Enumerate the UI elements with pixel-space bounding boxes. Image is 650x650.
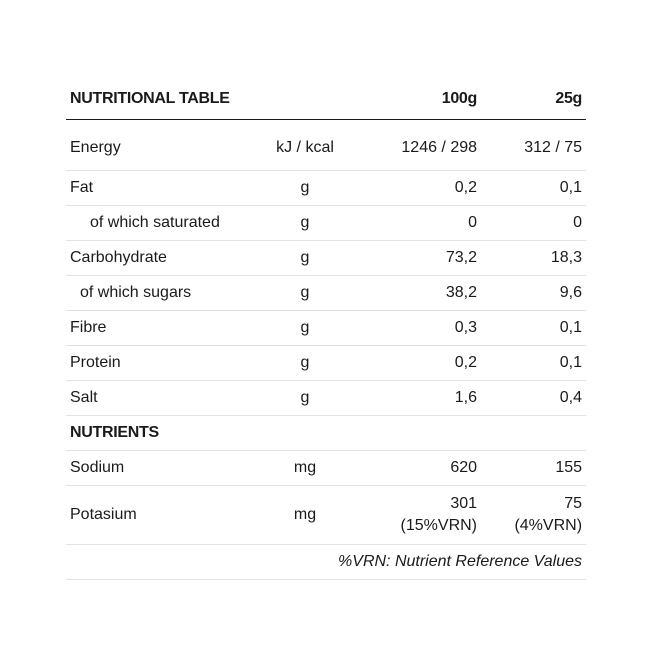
row-unit: g [248, 346, 362, 381]
table-row-sodium [66, 451, 586, 486]
row-value-25g: 9,6 [481, 276, 586, 311]
row-name: Carbohydrate [66, 241, 248, 276]
row-unit: g [248, 381, 362, 416]
row-unit: g [248, 206, 362, 241]
row-name: of which sugars [66, 276, 248, 311]
table-row-salt [66, 381, 586, 416]
table-row-sugars [66, 276, 586, 311]
row-name: Energy [66, 120, 248, 171]
row-name: Sodium [66, 451, 248, 486]
row-name: Fibre [66, 311, 248, 346]
row-value-100g-cell [362, 486, 481, 545]
table-row-energy [66, 120, 586, 171]
row-value-25g: 155 [481, 451, 586, 486]
row-unit: g [248, 311, 362, 346]
row-value-25g: 312 / 75 [481, 120, 586, 171]
row-name: Potasium [66, 486, 248, 545]
row-value-25g-cell [481, 486, 586, 545]
row-name: of which saturated [66, 206, 248, 241]
row-value-25g: 0,1 [481, 311, 586, 346]
table-row-saturated [66, 206, 586, 241]
nutrients-heading: NUTRIENTS [66, 416, 586, 451]
column-header-100g: 100g [362, 80, 481, 120]
row-name: Salt [66, 381, 248, 416]
row-vrn-100g: (15%VRN) [400, 517, 478, 534]
table-header-row [66, 80, 586, 120]
row-value-100g: 1246 / 298 [362, 120, 481, 171]
row-value-100g: 38,2 [362, 276, 481, 311]
table-row-fibre [66, 311, 586, 346]
row-value-25g: 0,4 [481, 381, 586, 416]
row-value-25g: 0,1 [481, 171, 586, 206]
row-vrn-25g: (4%VRN) [514, 517, 583, 534]
row-value-25g: 75 [564, 495, 583, 512]
row-unit: g [248, 276, 362, 311]
row-unit: mg [248, 451, 362, 486]
row-unit: mg [248, 486, 362, 545]
row-value-100g: 73,2 [362, 241, 481, 276]
row-name: Protein [66, 346, 248, 381]
row-value-100g: 1,6 [362, 381, 481, 416]
footnote-row [66, 545, 586, 580]
row-value-25g: 18,3 [481, 241, 586, 276]
row-value-100g: 0,3 [362, 311, 481, 346]
row-name: Fat [66, 171, 248, 206]
row-value-100g: 620 [362, 451, 481, 486]
nutrition-table [66, 80, 586, 580]
table-row-protein [66, 346, 586, 381]
table-row-fat [66, 171, 586, 206]
row-unit: kJ / kcal [248, 120, 362, 171]
row-value-100g: 0,2 [362, 346, 481, 381]
row-unit: g [248, 171, 362, 206]
row-value-25g: 0 [481, 206, 586, 241]
nutrients-section-row [66, 416, 586, 451]
row-value-100g: 301 [450, 495, 478, 512]
row-value-25g: 0,1 [481, 346, 586, 381]
table-row-potasium [66, 486, 586, 545]
vrn-footnote: %VRN: Nutrient Reference Values [66, 545, 586, 580]
row-value-100g: 0 [362, 206, 481, 241]
row-value-100g: 0,2 [362, 171, 481, 206]
table-row-carbohydrate [66, 241, 586, 276]
row-unit: g [248, 241, 362, 276]
table-title: NUTRITIONAL TABLE [66, 80, 362, 120]
column-header-25g: 25g [481, 80, 586, 120]
